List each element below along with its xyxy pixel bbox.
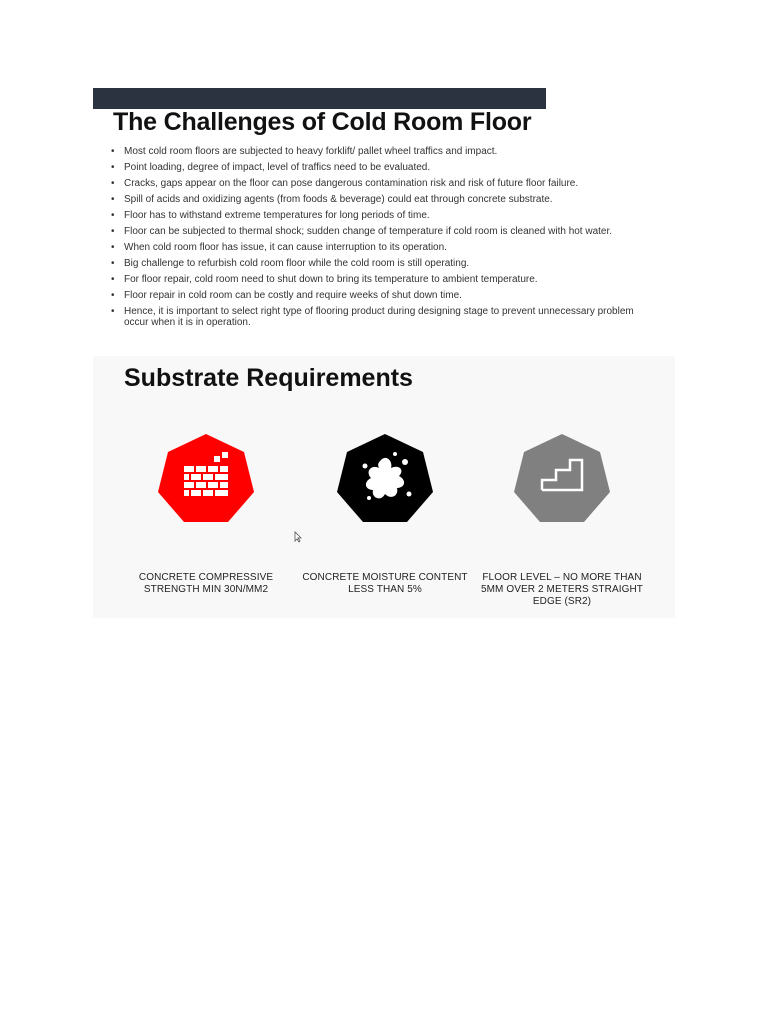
mouse-cursor-icon: [294, 531, 302, 543]
bullet-icon: •: [111, 226, 115, 237]
bullet-icon: •: [111, 178, 115, 189]
challenges-title: The Challenges of Cold Room Floor: [113, 108, 532, 136]
list-item: • For floor repair, cold room need to shut down to bring its temperature to ambient temperature.: [111, 274, 538, 285]
requirement-moisture-content: [296, 432, 474, 596]
list-item: • Point loading, degree of impact, level of traffics need to be evaluated.: [111, 162, 431, 173]
requirement-caption: FLOOR LEVEL – NO MORE THAN 5MM OVER 2 METERS STRAIGHT EDGE (SR2): [480, 572, 644, 607]
list-item: • Spill of acids and oxidizing agents (from foods & beverage) could eat through concrete substrate.: [111, 194, 553, 205]
bullet-icon: •: [111, 210, 115, 221]
bullet-icon: •: [111, 146, 115, 157]
bullet-icon: •: [111, 194, 115, 205]
requirement-floor-level: [473, 432, 651, 608]
list-item: • Floor has to withstand extreme temperatures for long periods of time.: [111, 210, 430, 221]
stairs-icon: [512, 432, 612, 524]
list-item: • Big challenge to refurbish cold room floor while the cold room is still operating.: [111, 258, 470, 269]
bullet-icon: •: [111, 306, 115, 317]
list-item: • When cold room floor has issue, it can cause interruption to its operation.: [111, 242, 447, 253]
challenges-slide: [93, 88, 675, 352]
list-item: • Floor repair in cold room can be costly and require weeks of shut down time.: [111, 290, 462, 301]
bullet-icon: •: [111, 242, 115, 253]
bullet-icon: •: [111, 274, 115, 285]
substrate-slide: [93, 356, 675, 618]
brick-wall-icon: [156, 432, 256, 524]
bullet-icon: •: [111, 258, 115, 269]
slide-header-bar: [93, 88, 546, 109]
requirement-caption: CONCRETE COMPRESSIVE STRENGTH MIN 30N/MM2: [138, 572, 274, 595]
bullet-icon: •: [111, 290, 115, 301]
splash-icon: [335, 432, 435, 524]
list-item: • Cracks, gaps appear on the floor can pose dangerous contamination risk and risk of future floor failure.: [111, 178, 579, 189]
requirement-compressive-strength: [117, 432, 295, 596]
list-item: • Hence, it is important to select right type of flooring product during designing stage to prevent unnecessary problem occur when it is in operation.: [111, 306, 634, 328]
substrate-title: Substrate Requirements: [124, 364, 413, 392]
challenges-list: [111, 146, 651, 333]
list-item: • Most cold room floors are subjected to heavy forklift/ pallet wheel traffics and impact.: [111, 146, 498, 157]
requirement-caption: CONCRETE MOISTURE CONTENT LESS THAN 5%: [302, 572, 468, 595]
bullet-icon: •: [111, 162, 115, 173]
list-item: • Floor can be subjected to thermal shock; sudden change of temperature if cold room is cleaned with hot water.: [111, 226, 613, 237]
